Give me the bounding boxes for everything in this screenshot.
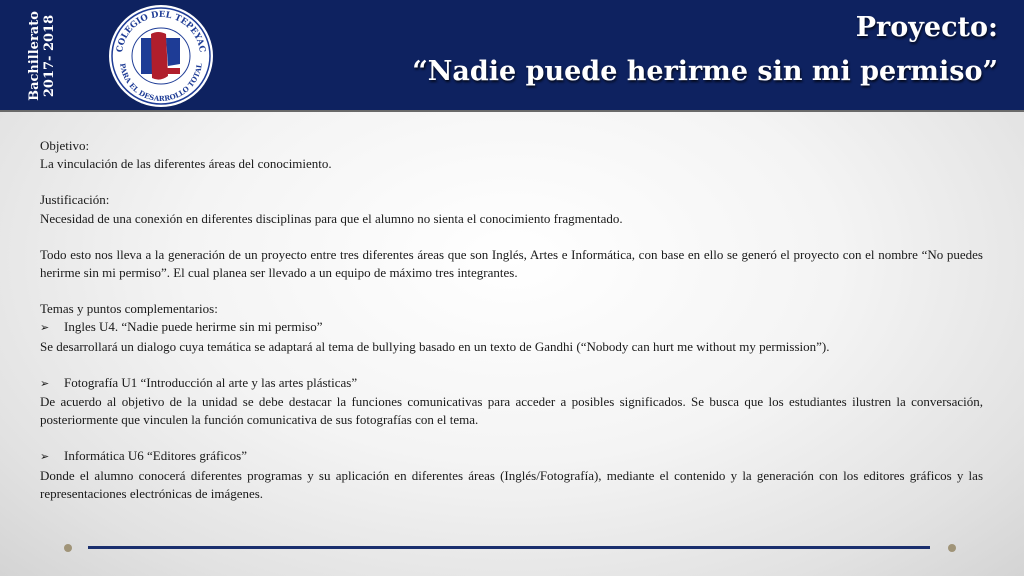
bullet-fotografia-text: Fotografía U1 “Introducción al arte y las artes plásticas” [64, 374, 358, 390]
arrow-bullet-icon: ➢ [40, 322, 50, 335]
school-year-label [20, 8, 64, 104]
side-label-line1: Bachillerato [27, 11, 42, 101]
fotografia-description: De acuerdo al objetivo de la unidad se debe destacar la funciones comunicativas para acceder a posibles significados. Se busca que los estudiantes ilustren la conversación, posteriormente que vinculen la función comunicativa de sus fotografías con el tema. [40, 394, 983, 428]
justificacion-text: Necesidad de una conexión en diferentes disciplinas para que el alumno no sienta el conocimiento fragmentado. [40, 210, 623, 226]
footer-dot-left [64, 544, 72, 552]
objetivo-label: Objetivo: [40, 138, 90, 153]
informatica-description: Donde el alumno conocerá diferentes programas y su aplicación en diferentes áreas (Inglés/Fotografía), mediante el contenido y la generación con los editores gráficos y las representaciones electrónicas de imágenes. [40, 467, 983, 501]
side-label-line2: 2017- 2018 [42, 14, 57, 98]
objetivo-text: La vinculación de las diferentes áreas del conocimiento. [40, 156, 332, 172]
title-line1: Proyecto: [855, 12, 998, 43]
svg-text:PARA EL DESARROLLO TOTAL: PARA EL DESARROLLO TOTAL [118, 62, 204, 104]
bullet-informatica [40, 447, 983, 466]
svg-text:COLEGIO DEL TEPEYAC: COLEGIO DEL TEPEYAC [115, 9, 207, 54]
arrow-bullet-icon: ➢ [40, 451, 50, 464]
footer-divider [88, 546, 930, 549]
title-line2: “Nadie puede herirme sin mi permiso” [412, 56, 998, 87]
bullet-fotografia [40, 374, 983, 393]
school-logo [108, 4, 214, 108]
temas-label: Temas y puntos complementarios: [40, 301, 218, 317]
bullet-ingles-text: Ingles U4. “Nadie puede herirme sin mi permiso” [64, 319, 323, 335]
arrow-bullet-icon: ➢ [40, 377, 50, 390]
bullet-ingles [40, 318, 983, 337]
justificacion-label: Justificación: [40, 192, 110, 208]
project-description: Todo esto nos lleva a la generación de un proyecto entre tres diferentes áreas que son Inglés, Artes e Informática, con base en ello se generó el proyecto con el nombre “No puedes herirme sin mi permiso”. El cual planea ser llevado a un equipo de máximo tres integrantes. [40, 246, 983, 281]
bullet-informatica-text: Informática U6 “Editores gráficos” [64, 448, 248, 464]
ingles-description: Se desarrollará un dialogo cuya temática se adaptará al tema de bullying basado en un texto de Gandhi (“Nobody can hurt me without my permission”). [40, 338, 830, 354]
footer-dot-right [948, 544, 956, 552]
project-title [412, 10, 998, 92]
document-body [40, 137, 983, 503]
header-banner [0, 0, 1024, 112]
